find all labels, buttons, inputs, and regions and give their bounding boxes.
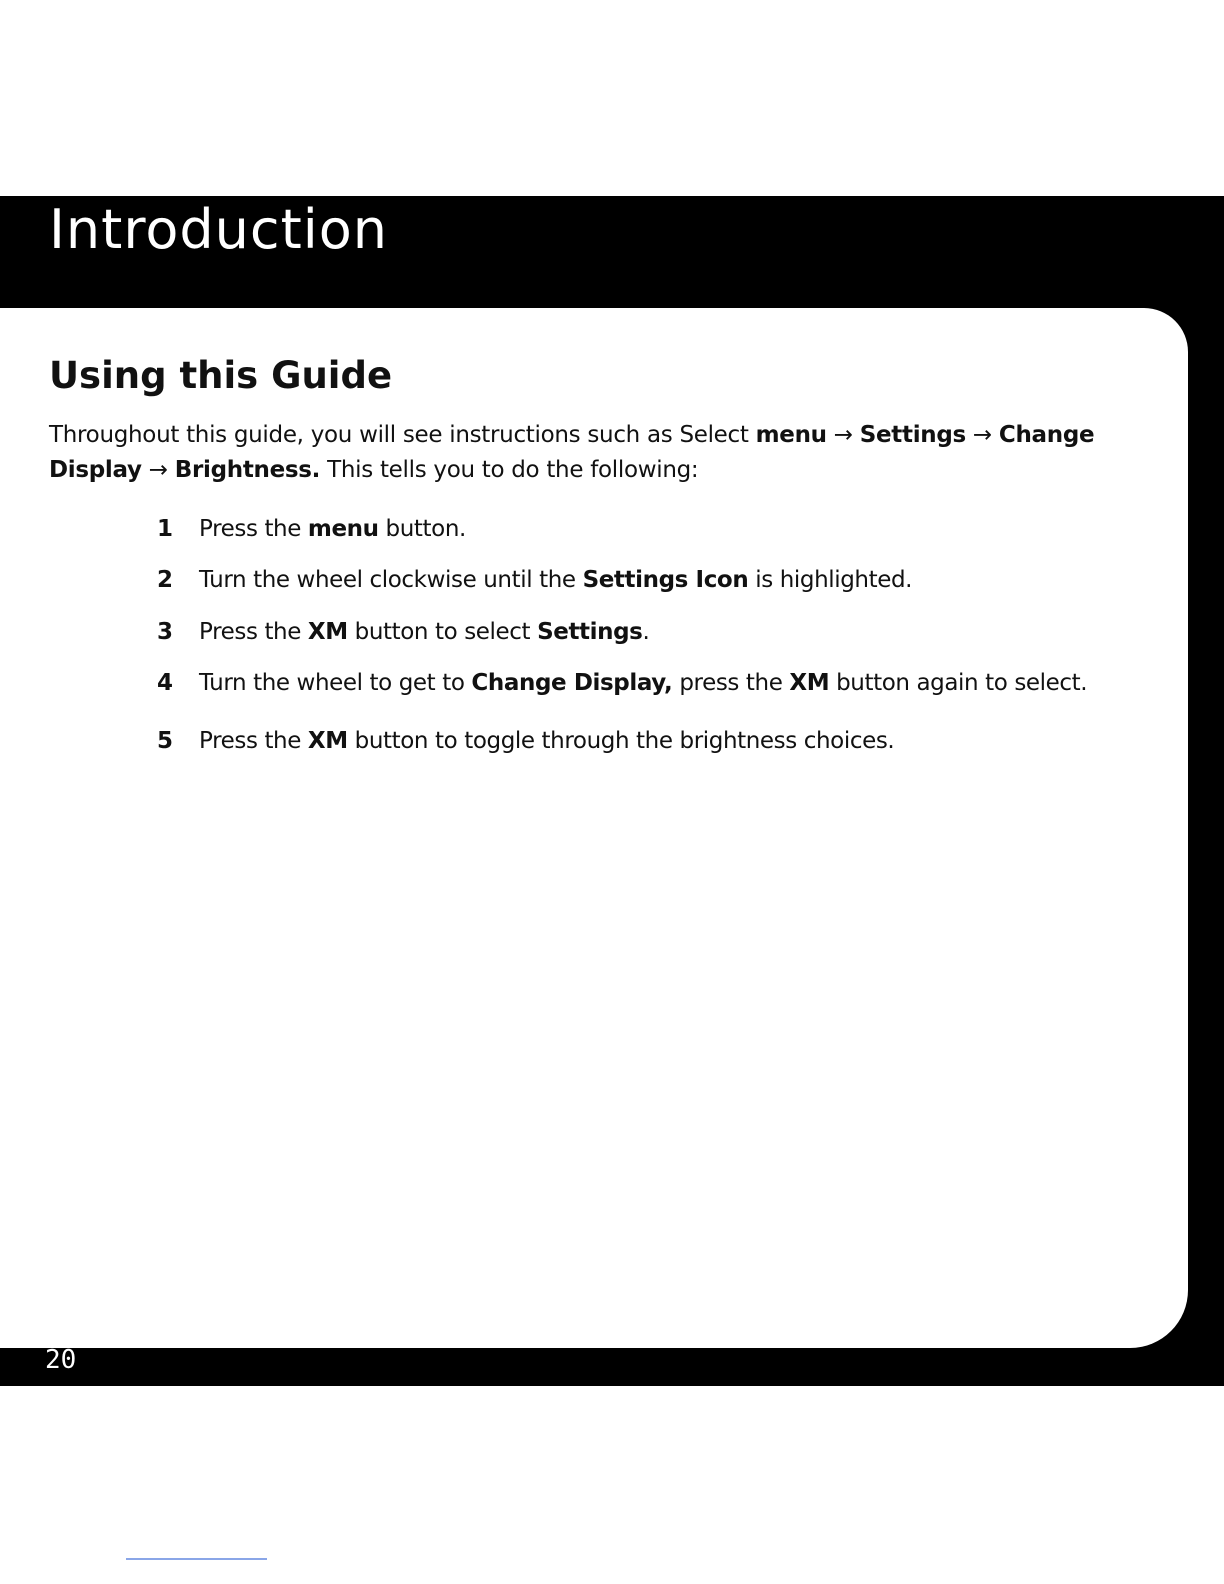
intro-change-display-term: Change Display <box>49 422 1095 483</box>
step-text: Press the menu button. <box>199 516 466 542</box>
step-text: Press the XM button to select Settings. <box>199 619 650 645</box>
step-item <box>0 615 1224 649</box>
arrow-icon: → <box>141 457 175 483</box>
step-item <box>0 666 1224 700</box>
page-title: Introduction <box>49 198 389 261</box>
bottom-rule <box>126 1558 267 1560</box>
step-item <box>0 512 1224 546</box>
arrow-icon: → <box>826 422 860 448</box>
intro-menu-term: menu <box>755 422 827 448</box>
step-number: 2 <box>157 567 174 593</box>
section-title: Using this Guide <box>49 354 393 397</box>
step-number: 3 <box>157 619 174 645</box>
intro-text: Throughout this guide, you will see instructions such as Select <box>49 422 756 448</box>
step-text: Turn the wheel to get to Change Display, press the XM button again to select. <box>199 670 1088 696</box>
arrow-icon: → <box>965 422 999 448</box>
intro-text-end: This tells you to do the following: <box>320 457 699 483</box>
intro-settings-term: Settings <box>859 422 966 448</box>
intro-brightness-term: Brightness. <box>174 457 321 483</box>
intro-paragraph <box>49 418 1159 488</box>
step-item <box>0 563 1224 597</box>
page-number: 20 <box>45 1345 77 1375</box>
step-number: 4 <box>157 670 174 696</box>
step-number: 5 <box>157 728 174 754</box>
step-item <box>0 724 1224 758</box>
step-text: Press the XM button to toggle through the brightness choices. <box>199 728 895 754</box>
step-number: 1 <box>157 516 174 542</box>
step-text: Turn the wheel clockwise until the Settings Icon is highlighted. <box>199 567 913 593</box>
